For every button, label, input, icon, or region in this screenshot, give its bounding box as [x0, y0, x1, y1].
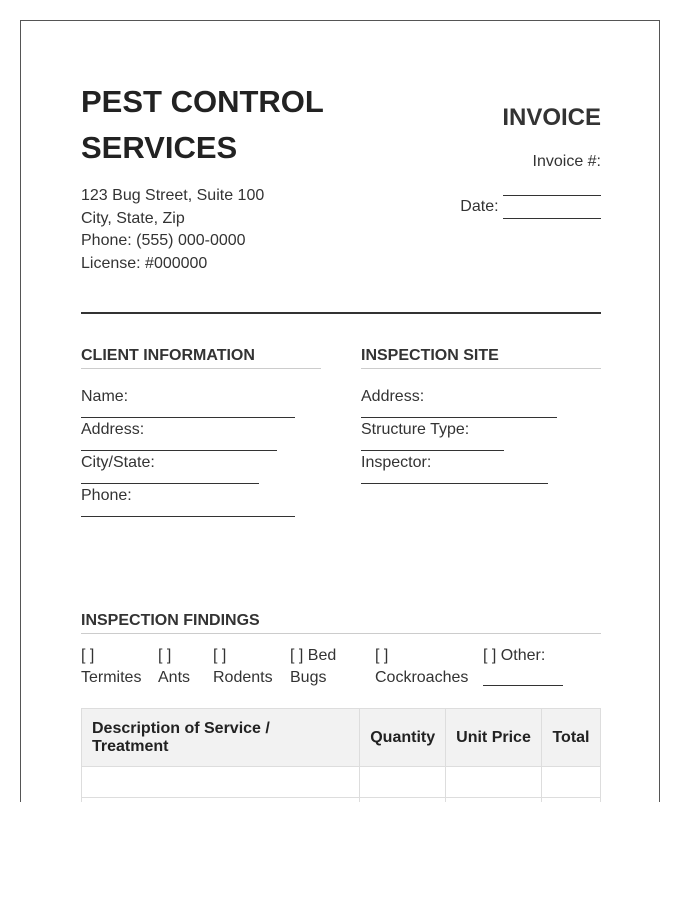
other-checkbox-mark: [ ]: [483, 647, 497, 664]
client-phone-field: [81, 485, 321, 517]
rodents-label: Rodents: [213, 669, 273, 686]
header-divider: [81, 312, 601, 314]
other-checkbox-row: [483, 645, 563, 667]
description-header: Description of Service / Treatment: [82, 709, 360, 767]
inspection-findings-section: [81, 611, 601, 701]
company-name: PEST CONTROL SERVICES: [81, 84, 324, 165]
client-information-section: [81, 346, 321, 517]
description-cell[interactable]: [82, 767, 360, 798]
cockroaches-checkbox-mark: [ ]: [375, 647, 389, 664]
unit-price-cell[interactable]: [446, 767, 542, 798]
site-address-label: Address:: [361, 388, 425, 405]
invoice-date-line[interactable]: [503, 202, 601, 219]
invoice-page: [20, 20, 660, 802]
client-section-title: CLIENT INFORMATION: [81, 346, 321, 369]
invoice-date-label: Date:: [460, 198, 499, 215]
description-cell[interactable]: [82, 798, 360, 803]
inspector-label: Inspector:: [361, 454, 432, 471]
findings-checkbox-row: [81, 645, 601, 701]
ants-label: Ants: [158, 669, 191, 686]
findings-section-title: INSPECTION FINDINGS: [81, 611, 601, 634]
quantity-header: Quantity: [360, 709, 446, 767]
rodents-checkbox-mark: [ ]: [213, 647, 227, 664]
invoice-title: INVOICE: [502, 104, 601, 131]
company-city: City, State, Zip: [81, 209, 185, 227]
unit-price-cell[interactable]: [446, 798, 542, 803]
invoice-number-line[interactable]: [503, 187, 601, 196]
company-license: License: #000000: [81, 254, 208, 272]
structure-type-label: Structure Type:: [361, 421, 470, 438]
client-address-field: [81, 419, 321, 451]
client-name-field: [81, 386, 321, 418]
inspector-field: [361, 452, 601, 484]
invoice-number-field: [361, 151, 601, 174]
table-row: [82, 798, 601, 803]
client-address-line[interactable]: [81, 450, 277, 451]
termites-checkbox-mark: [ ]: [81, 647, 95, 664]
termites-label: Termites: [81, 669, 142, 686]
inspector-line[interactable]: [361, 483, 548, 484]
quantity-cell[interactable]: [360, 767, 446, 798]
cockroaches-checkbox[interactable]: [375, 645, 468, 689]
invoice-date-field: [361, 196, 601, 219]
company-phone: Phone: (555) 000-0000: [81, 232, 246, 249]
site-section-title: INSPECTION SITE: [361, 346, 601, 369]
site-address-field: [361, 386, 601, 418]
bed-bugs-checkbox-row: [290, 645, 336, 667]
client-city-state-label: City/State:: [81, 454, 155, 471]
client-phone-label: Phone:: [81, 487, 132, 504]
client-phone-line[interactable]: [81, 516, 295, 517]
total-cell[interactable]: [541, 798, 600, 803]
invoice-number-label: Invoice #:: [532, 153, 601, 170]
company-contact-block: [81, 185, 264, 275]
client-address-label: Address:: [81, 421, 145, 438]
structure-type-field: [361, 419, 601, 451]
bed-bugs-checkbox-mark: [ ]: [290, 647, 304, 664]
rodents-checkbox[interactable]: [213, 645, 273, 689]
inspection-site-section: [361, 346, 601, 484]
client-city-state-line[interactable]: [81, 483, 259, 484]
client-name-label: Name:: [81, 388, 129, 405]
company-address: 123 Bug Street, Suite 100: [81, 187, 265, 204]
total-header: Total: [541, 709, 600, 767]
quantity-cell[interactable]: [360, 798, 446, 803]
services-table: [81, 708, 601, 802]
other-line[interactable]: [483, 667, 563, 686]
client-name-line[interactable]: [81, 417, 295, 418]
other-checkbox[interactable]: [483, 645, 563, 686]
invoice-meta: [361, 103, 601, 219]
ants-checkbox[interactable]: [158, 645, 190, 689]
table-row: [82, 767, 601, 798]
bed-bugs-checkbox[interactable]: [290, 645, 336, 689]
termites-checkbox[interactable]: [81, 645, 141, 689]
invoice-number-blank-row: [361, 174, 601, 197]
structure-type-line[interactable]: [361, 450, 504, 451]
unit-price-header: Unit Price: [446, 709, 542, 767]
cockroaches-label: Cockroaches: [375, 669, 469, 686]
other-label: Other:: [500, 647, 546, 664]
site-address-line[interactable]: [361, 417, 557, 418]
table-header-row: [82, 709, 601, 767]
ants-checkbox-mark: [ ]: [158, 647, 172, 664]
total-cell[interactable]: [541, 767, 600, 798]
bed-bugs-label-second: Bugs: [290, 669, 327, 686]
client-city-state-field: [81, 452, 321, 484]
bed-bugs-label-first: Bed: [307, 647, 337, 664]
